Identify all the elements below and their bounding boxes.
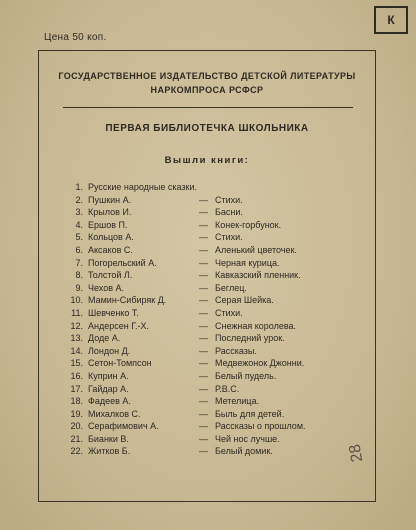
- publisher-line-2: НАРКОМПРОСА РСФСР: [150, 85, 264, 95]
- book-dash: —: [199, 370, 208, 381]
- book-dash: —: [199, 257, 208, 268]
- book-number: 22.: [70, 446, 83, 457]
- book-dash: —: [199, 295, 208, 306]
- book-dash: —: [199, 282, 208, 293]
- book-list-item: [69, 282, 369, 295]
- book-dash: —: [199, 421, 208, 432]
- book-list-item: [69, 395, 369, 408]
- book-list-item: [69, 194, 369, 207]
- divider-line: [63, 107, 353, 108]
- book-title: Кавказский пленник.: [215, 270, 301, 281]
- book-list-item: [69, 370, 369, 383]
- book-author: Серафимович А.: [88, 421, 159, 432]
- book-list-item: [69, 307, 369, 320]
- book-author: Гайдар А.: [88, 383, 129, 394]
- book-number: 4.: [75, 219, 83, 230]
- book-number: 11.: [71, 307, 83, 318]
- book-author: Бианки В.: [88, 433, 129, 444]
- book-author: Погорельский А.: [88, 257, 157, 268]
- book-author: Сетон-Томпсон: [88, 358, 152, 369]
- book-number: 18.: [70, 396, 83, 407]
- book-author: Пушкин А.: [88, 194, 132, 205]
- book-list-item: [69, 345, 369, 358]
- book-list-item: [69, 408, 369, 421]
- corner-stamp: К: [374, 6, 408, 34]
- book-list-item: [69, 257, 369, 270]
- book-author: Лондон Д.: [88, 345, 131, 356]
- book-dash: —: [199, 270, 208, 281]
- book-author: Мамин-Сибиряк Д.: [88, 295, 167, 306]
- book-author: Русские народные сказки.: [88, 182, 197, 192]
- book-list-item: [69, 332, 369, 345]
- book-list-item: [69, 206, 369, 219]
- book-number: 13.: [70, 333, 83, 344]
- book-dash: —: [199, 307, 208, 318]
- book-author: Чехов А.: [88, 282, 124, 293]
- book-list-item: [69, 231, 369, 244]
- book-number: 19.: [70, 408, 83, 419]
- book-dash: —: [199, 345, 208, 356]
- book-title: Конек-горбунок.: [215, 219, 282, 230]
- book-title: Аленький цветочек.: [215, 244, 297, 255]
- book-list-item: [69, 383, 369, 396]
- book-author: Шевченко Т.: [88, 307, 139, 318]
- book-dash: —: [199, 408, 208, 419]
- book-dash: —: [199, 333, 208, 344]
- book-list-item: [69, 420, 369, 433]
- book-dash: —: [199, 433, 208, 444]
- book-title: Беглец.: [215, 282, 247, 293]
- book-title: Басни.: [215, 207, 243, 218]
- book-title: Р.В.С.: [215, 383, 240, 394]
- book-list-item: [69, 181, 369, 194]
- handwritten-number: 28: [346, 442, 367, 464]
- series-title: ПЕРВАЯ БИБЛИОТЕЧКА ШКОЛЬНИКА: [105, 123, 309, 134]
- book-number: 20.: [70, 421, 83, 432]
- book-dash: —: [199, 358, 208, 369]
- book-number: 12.: [70, 320, 83, 331]
- book-number: 9.: [75, 282, 83, 293]
- book-title: Рассказы.: [215, 345, 257, 356]
- book-list-item: [69, 269, 369, 282]
- published-heading: Вышли книги:: [164, 155, 250, 166]
- book-title: Белый домик.: [215, 446, 273, 457]
- book-dash: —: [199, 219, 208, 230]
- book-author: Михалков С.: [88, 408, 141, 419]
- book-list-item: [69, 445, 369, 458]
- book-author: Житков Б.: [88, 446, 131, 457]
- book-number: 14.: [70, 345, 83, 356]
- book-number: 10.: [70, 295, 83, 306]
- book-author: Куприн А.: [88, 370, 129, 381]
- book-title: Черная курица.: [215, 257, 280, 268]
- book-dash: —: [199, 396, 208, 407]
- book-title: Рассказы о прошлом.: [215, 421, 306, 432]
- book-number: 17.: [70, 383, 83, 394]
- book-title: Метелица.: [215, 396, 259, 407]
- publisher-line-1: ГОСУДАРСТВЕННОЕ ИЗДАТЕЛЬСТВО ДЕТСКОЙ ЛИТЕРАТУРЫ: [58, 71, 356, 81]
- book-dash: —: [199, 446, 208, 457]
- book-dash: —: [199, 244, 208, 255]
- book-title: Стихи.: [215, 194, 243, 205]
- book-number: 15.: [70, 358, 83, 369]
- book-title: Медвежонок Джонни.: [215, 358, 305, 369]
- book-title: Стихи.: [215, 307, 243, 318]
- book-title: Стихи.: [215, 232, 243, 243]
- book-author: Кольцов А.: [88, 232, 134, 243]
- book-number: 2.: [75, 194, 83, 205]
- book-author: Доде А.: [88, 333, 121, 344]
- book-list: [69, 181, 369, 458]
- book-number: 8.: [75, 270, 83, 281]
- book-number: 16.: [70, 370, 83, 381]
- book-dash: —: [199, 383, 208, 394]
- book-list-item: [69, 357, 369, 370]
- catalog-frame: [38, 50, 376, 502]
- book-list-item: [69, 320, 369, 333]
- book-title: Чей нос лучше.: [215, 433, 280, 444]
- publisher-header: [39, 69, 375, 97]
- book-dash: —: [199, 320, 208, 331]
- book-author: Аксаков С.: [88, 244, 133, 255]
- book-list-item: [69, 244, 369, 257]
- book-author: Крылов И.: [88, 207, 132, 218]
- book-number: 1.: [75, 182, 83, 192]
- book-dash: —: [199, 207, 208, 218]
- price-label: Цена 50 коп.: [44, 32, 107, 43]
- book-title: Серая Шейка.: [215, 295, 274, 306]
- book-dash: —: [199, 194, 208, 205]
- book-number: 6.: [75, 244, 83, 255]
- book-author: Фадеев А.: [88, 396, 131, 407]
- book-list-item: [69, 219, 369, 232]
- book-title: Снежная королева.: [215, 320, 297, 331]
- book-title: Последний урок.: [215, 333, 285, 344]
- book-author: Толстой Л.: [88, 270, 133, 281]
- book-author: Андерсен Г.-Х.: [88, 320, 149, 331]
- book-author: Ершов П.: [88, 219, 128, 230]
- book-list-item: [69, 433, 369, 446]
- book-title: Быль для детей.: [215, 408, 285, 419]
- book-number: 3.: [75, 207, 83, 218]
- book-number: 7.: [75, 257, 83, 268]
- book-number: 21.: [70, 433, 83, 444]
- book-number: 5.: [75, 232, 83, 243]
- book-title: Белый пудель.: [215, 370, 277, 381]
- book-list-item: [69, 294, 369, 307]
- book-dash: —: [199, 232, 208, 243]
